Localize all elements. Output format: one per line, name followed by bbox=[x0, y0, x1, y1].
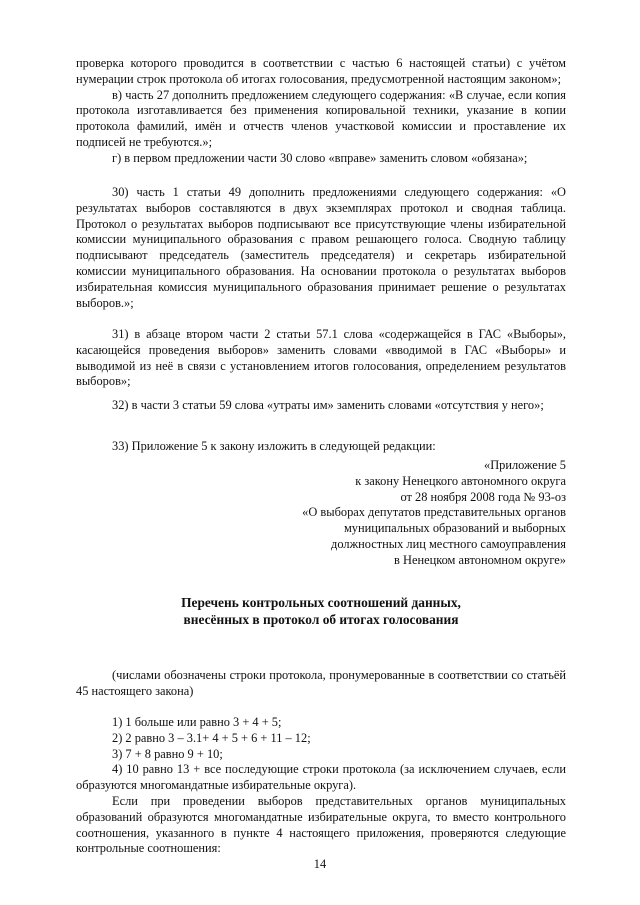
appendix-line: от 28 ноября 2008 года № 93-оз bbox=[400, 489, 566, 504]
appendix-line: «О выборах депутатов представительных органов bbox=[302, 505, 566, 520]
list-item: 3) 7 + 8 равно 9 + 10; bbox=[112, 746, 223, 761]
list-item: 1) 1 больше или равно 3 + 4 + 5; bbox=[112, 715, 282, 729]
text-block-32 bbox=[76, 398, 566, 414]
section-title bbox=[76, 594, 566, 628]
paragraph-continuation: проверка которого проводится в соответствии с частью 6 настоящей статьи) с учётом нумерации строк протокола об итогах голосования, предусмотренной настоящим законом»; bbox=[76, 56, 566, 86]
appendix-line: в Ненецком автономном округе» bbox=[394, 552, 566, 567]
paragraph-31: 31) в абзаце втором части 2 статьи 57.1 слова «содержащейся в ГАС «Выборы», касающейся проведения выборов» заменить словами «вводимой в ГАС «Выборы» и выводимой из неё в связи с установлением итогов голосования, определением результатов выборов»; bbox=[76, 327, 566, 389]
text-block-31 bbox=[76, 327, 566, 390]
appendix-line: «Приложение 5 bbox=[484, 458, 566, 472]
text-block-top bbox=[76, 56, 566, 167]
note-block bbox=[76, 668, 566, 700]
paragraph-33: 33) Приложение 5 к закону изложить в следующей редакции: bbox=[112, 439, 436, 453]
paragraph-g: г) в первом предложении части 30 слово «вправе» заменить словом «обязана»; bbox=[112, 150, 528, 165]
appendix-line: должностных лиц местного самоуправления bbox=[331, 536, 566, 551]
section-title-line-1: Перечень контрольных соотношений данных, bbox=[181, 595, 461, 610]
note-paragraph: (числами обозначены строки протокола, пронумерованные в соответствии со статьёй 45 настоящего закона) bbox=[76, 668, 566, 698]
text-block-33 bbox=[76, 439, 566, 455]
page-number: 14 bbox=[313, 857, 327, 871]
list-item: 4) 10 равно 13 + все последующие строки протокола (за исключением случаев, если образуются многомандатные избирательные округа). bbox=[76, 762, 566, 793]
appendix-line: к закону Ненецкого автономного округа bbox=[355, 473, 566, 488]
appendix-line: муниципальных образований и выборных bbox=[343, 521, 566, 536]
items-block bbox=[76, 715, 566, 857]
appendix-header bbox=[250, 458, 566, 569]
paragraph-closing: Если при проведении выборов представительных органов муниципальных образований образуются многомандатные избирательные округа, то вместо контрольного соотношения, указанного в пункте 4 настоящего приложения, проверяются следующие контрольные соотношения: bbox=[76, 793, 566, 856]
paragraph-30: 30) часть 1 статьи 49 дополнить предложениями следующего содержания: «О результатах выборов составляются в двух экземплярах протокол и сводная таблица. Протокол о результатах выборов подписывают все присутствующие члены избирательной комиссии муниципального образования с правом решающего голоса. Сводную таблицу подписывают председатель (заместитель председателя) и секретарь избирательной комиссии муниципального образования. На основании протокола о результатах выборов избирательная комиссия муниципального образования принимает решение о результатах выборов.»; bbox=[76, 185, 566, 310]
paragraph-v: в) часть 27 дополнить предложением следующего содержания: «В случае, если копия протокола изготавливается без применения копировальной техники, указание в копии протокола фамилий, имён и отчеств членов участковой комиссии и проставление их подписей не требуются.»; bbox=[76, 87, 566, 149]
text-block-30 bbox=[76, 185, 566, 311]
section-title-line-2: внесённых в протокол об итогах голосования bbox=[183, 612, 459, 627]
paragraph-32: 32) в части 3 статьи 59 слова «утраты им» заменить словами «отсутствия у него»; bbox=[112, 398, 544, 412]
list-item: 2) 2 равно 3 – 3.1+ 4 + 5 + 6 + 11 – 12; bbox=[112, 730, 311, 745]
